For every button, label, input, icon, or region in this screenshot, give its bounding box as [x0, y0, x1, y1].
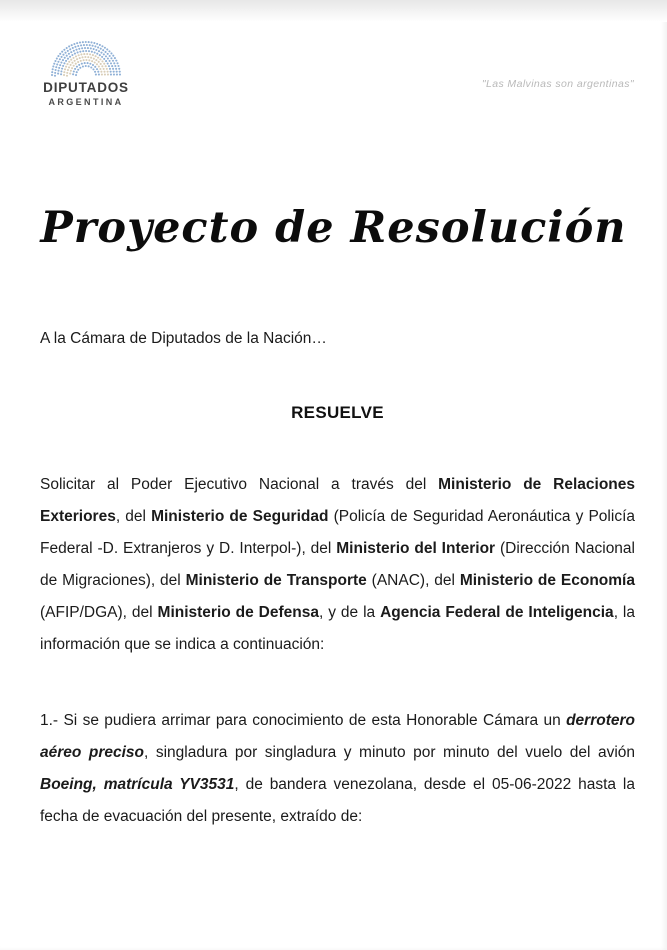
hemicycle-icon — [48, 38, 124, 78]
malvinas-slogan: "Las Malvinas son argentinas" — [481, 78, 634, 90]
item-1-paragraph: 1.- Si se pudiera arrimar para conocimiento de esta Honorable Cámara un derrotero aéreo preciso, singladura por singladura y minuto por minuto del vuelo del avión Boeing, matrícula YV3531, de bandera venezolana, desde el 05-06-2022 hasta la fecha de evacuación del presente, extraído de: — [40, 712, 636, 825]
resolution-paragraph: Solicitar al Poder Ejecutivo Nacional a través del Ministerio de Relaciones Exteriores, del Ministerio de Seguridad (Policía de Seguridad Aeronáutica y Policía Federal -D. Extranjeros y D. Interpol-), del Ministerio del Interior (Dirección Nacional de Migraciones), del Ministerio de Transporte (ANAC), del Ministerio de Economía (AFIP/DGA), del Ministerio de Defensa, y de la Agencia Federal de Inteligencia, la información que se indica a continuación: — [40, 476, 635, 653]
logo-title: DIPUTADOS — [43, 80, 129, 95]
logo-subtitle: ARGENTINA — [48, 97, 124, 107]
document-title: Proyecto de Resolución — [40, 203, 627, 253]
salutation-line: A la Cámara de Diputados de la Nación… — [40, 330, 327, 347]
diputados-logo — [38, 38, 134, 107]
section-heading: RESUELVE — [291, 403, 384, 422]
scan-top-shadow — [0, 0, 667, 22]
